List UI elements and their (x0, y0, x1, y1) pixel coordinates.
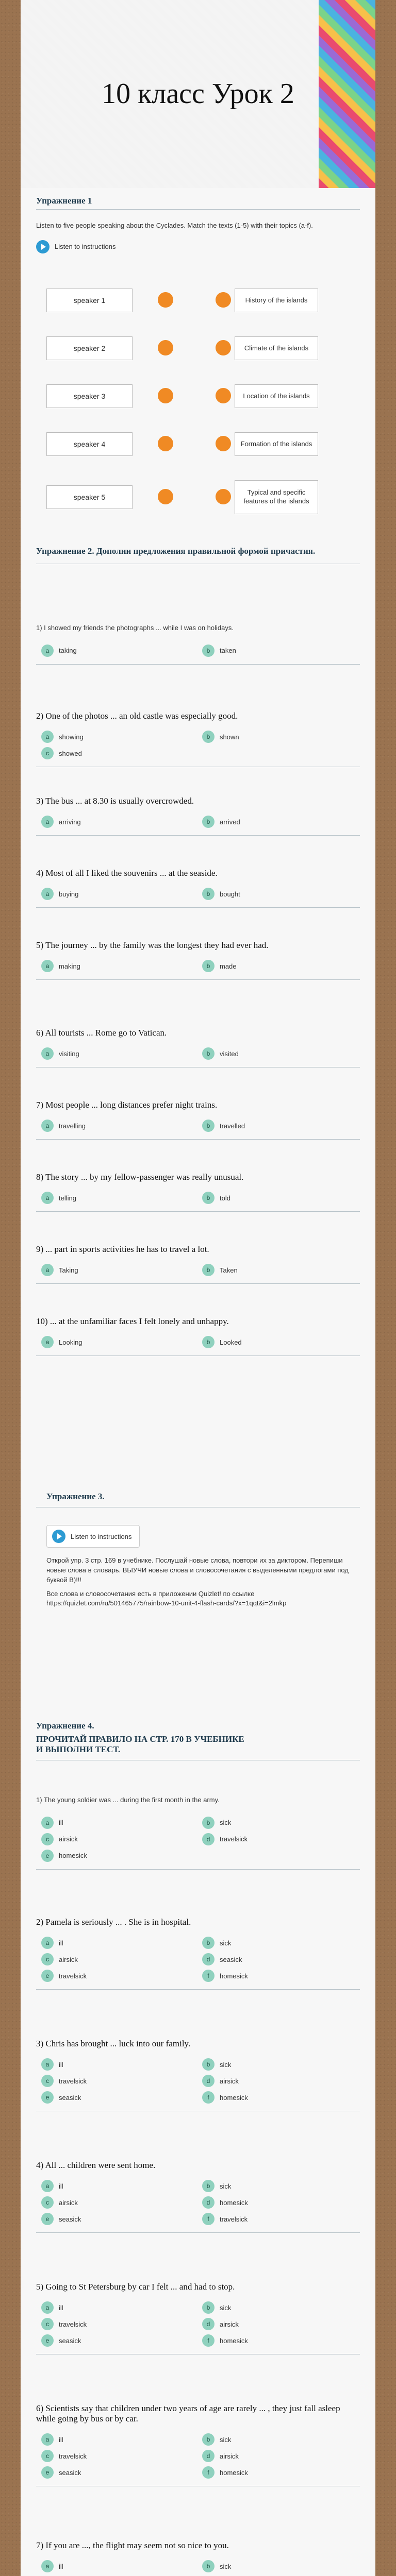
option-letter-badge: b (202, 960, 214, 972)
option-label: sick (220, 1819, 232, 1827)
option-label: travelsick (220, 2215, 248, 2223)
option-label: homesick (220, 2198, 248, 2207)
option-letter-badge: b (202, 1937, 214, 1949)
option-label: travelled (220, 1122, 245, 1130)
topic-location[interactable]: Location of the islands (235, 384, 318, 408)
question-text: 1) The young soldier was ... during the first month in the army. (36, 1796, 220, 1804)
answer-option[interactable] (41, 1336, 202, 1348)
option-label: Taken (220, 1266, 238, 1274)
question-text: 6) Scientists say that children under two years of age are rarely ... , they just fall asleep while going by bus or by car. (36, 2403, 340, 2424)
ex1-instruction: Listen to five people speaking about the Cyclades. Match the texts (1-5) with their topics (a-f). (36, 222, 313, 229)
answer-option[interactable] (41, 2180, 202, 2192)
option-letter-badge: c (41, 2318, 54, 2330)
answer-option[interactable] (41, 2334, 202, 2347)
listen-label: Listen to instructions (55, 243, 116, 251)
answer-option[interactable] (202, 2180, 363, 2192)
speaker-5[interactable]: speaker 5 (46, 485, 133, 509)
option-label: Looking (59, 1338, 82, 1346)
ex4-question-2 (36, 1917, 360, 1990)
speaker-3[interactable]: speaker 3 (46, 384, 133, 408)
answer-option[interactable] (202, 2450, 363, 2462)
decorative-chevron-right (319, 0, 375, 188)
answer-option[interactable] (41, 1817, 202, 1829)
ex3-text-2: Все слова и словосочетания есть в приложении Quizlet! по ссылке https://quizlet.com/ru/501465775/rainbow-10-unit-4-flash-cards/?x=1qqt&i=2lmkp (46, 1589, 287, 1607)
answer-option[interactable] (202, 2560, 363, 2572)
ex1-listen[interactable] (36, 240, 360, 253)
answer-option[interactable] (41, 1953, 202, 1965)
match-dot[interactable] (216, 489, 231, 504)
answer-option[interactable] (41, 1970, 202, 1982)
match-dot[interactable] (216, 436, 231, 451)
ex3-heading: Упражнение 3. (46, 1492, 105, 1501)
matching-area (36, 289, 360, 531)
option-label: ill (59, 2182, 63, 2190)
option-label: seasick (59, 2093, 81, 2102)
question-text: 4) Most of all I liked the souvenirs ... at the seaside. (36, 868, 218, 878)
answer-option[interactable] (41, 2091, 202, 2104)
option-label: sick (220, 2060, 232, 2069)
option-letter-badge: d (202, 1953, 214, 1965)
ex4-subheading: ПРОЧИТАЙ ПРАВИЛО НА СТР. 170 В УЧЕБНИКЕ И ВЫПОЛНИ ТЕСТ. (36, 1734, 244, 1754)
question-text: 8) The story ... by my fellow-passenger was really unusual. (36, 1172, 244, 1182)
option-letter-badge: a (41, 645, 54, 657)
answer-option[interactable] (202, 1120, 363, 1132)
ex4-question-6 (36, 2403, 360, 2486)
ex2-question-4 (36, 868, 360, 908)
option-letter-badge: c (41, 1833, 54, 1845)
option-label: sick (220, 1939, 232, 1947)
answer-option[interactable] (41, 1850, 202, 1862)
option-letter-badge: b (202, 888, 214, 900)
ex2-question-7 (36, 1100, 360, 1140)
answer-option[interactable] (202, 1192, 363, 1204)
answer-option[interactable] (41, 2196, 202, 2209)
option-letter-badge: b (202, 1120, 214, 1132)
option-letter-badge: a (41, 960, 54, 972)
answer-option[interactable] (202, 731, 363, 743)
option-letter-badge: a (41, 2433, 54, 2446)
option-letter-badge: b (202, 1336, 214, 1348)
option-letter-badge: c (41, 2196, 54, 2209)
option-letter-badge: d (202, 2075, 214, 2087)
question-text: 6) All tourists ... Rome go to Vatican. (36, 1028, 167, 1038)
answer-option[interactable] (202, 1264, 363, 1276)
option-letter-badge: a (41, 2560, 54, 2572)
answer-option[interactable] (202, 1047, 363, 1060)
option-label: airsick (59, 2198, 78, 2207)
option-letter-badge: a (41, 816, 54, 828)
option-label: taken (220, 647, 236, 655)
option-letter-badge: d (202, 2196, 214, 2209)
option-label: telling (59, 1194, 76, 1202)
option-letter-badge: c (41, 2450, 54, 2462)
option-label: travelsick (59, 2077, 87, 2085)
option-label: showed (59, 749, 82, 757)
match-dot[interactable] (158, 388, 173, 403)
exercise-3 (36, 1492, 360, 1608)
match-dot[interactable] (158, 436, 173, 451)
option-label: seasick (59, 2215, 81, 2223)
option-label: travelling (59, 1122, 86, 1130)
answer-option[interactable] (202, 2433, 363, 2446)
ex4-question-5 (36, 2282, 360, 2354)
option-label: sick (220, 2182, 232, 2190)
answer-option[interactable] (41, 1192, 202, 1204)
option-label: ill (59, 2060, 63, 2069)
question-text: 2) Pamela is seriously ... . She is in hospital. (36, 1917, 191, 1927)
option-letter-badge: e (41, 1850, 54, 1862)
answer-option[interactable] (41, 2450, 202, 2462)
option-label: seasick (220, 1955, 242, 1963)
option-label: travelsick (59, 1972, 87, 1980)
question-text: 3) The bus ... at 8.30 is usually overcrowded. (36, 796, 194, 806)
option-label: told (220, 1194, 230, 1202)
option-letter-badge: c (41, 2075, 54, 2087)
option-label: made (220, 962, 237, 970)
option-letter-badge: a (41, 1264, 54, 1276)
ex4-question-4 (36, 2160, 360, 2233)
option-letter-badge: e (41, 2213, 54, 2225)
option-label: ill (59, 2435, 63, 2444)
question-text: 5) Going to St Petersburg by car I felt ... and had to stop. (36, 2282, 235, 2292)
play-icon[interactable] (52, 1530, 65, 1543)
answer-option[interactable] (202, 1817, 363, 1829)
answer-option[interactable] (41, 645, 202, 657)
answer-option[interactable] (41, 2301, 202, 2314)
exercise-2 (36, 546, 360, 564)
option-label: Taking (59, 1266, 78, 1274)
option-label: homesick (220, 2093, 248, 2102)
option-label: homesick (59, 1852, 87, 1860)
question-text: 9) ... part in sports activities he has to travel a lot. (36, 1244, 209, 1254)
answer-option[interactable] (41, 816, 202, 828)
option-letter-badge: a (41, 1120, 54, 1132)
option-label: sick (220, 2435, 232, 2444)
listen-label: Listen to instructions (71, 1532, 132, 1540)
option-label: bought (220, 890, 240, 898)
option-label: arrived (220, 818, 240, 826)
page-title: 10 класс Урок 2 (102, 78, 294, 110)
option-letter-badge: b (202, 731, 214, 743)
option-letter-badge: b (202, 2301, 214, 2314)
option-letter-badge: e (41, 2466, 54, 2479)
option-letter-badge: b (202, 645, 214, 657)
ex4-heading: Упражнение 4. (36, 1721, 94, 1731)
match-dot[interactable] (216, 340, 231, 355)
answer-option[interactable] (41, 2318, 202, 2330)
option-label: arriving (59, 818, 81, 826)
answer-option[interactable] (202, 888, 363, 900)
answer-option[interactable] (202, 2075, 363, 2087)
option-label: homesick (220, 1972, 248, 1980)
option-label: ill (59, 1939, 63, 1947)
answer-option[interactable] (202, 2318, 363, 2330)
option-letter-badge: a (41, 1192, 54, 1204)
option-letter-badge: b (202, 2433, 214, 2446)
answer-option[interactable] (41, 2560, 202, 2572)
exercise-1 (36, 196, 360, 253)
option-letter-badge: f (202, 1970, 214, 1982)
topic-climate[interactable]: Climate of the islands (235, 336, 318, 360)
ex3-listen[interactable] (46, 1525, 140, 1548)
option-letter-badge: b (202, 816, 214, 828)
answer-option[interactable] (202, 2196, 363, 2209)
answer-option[interactable] (41, 2058, 202, 2071)
speaker-1[interactable]: speaker 1 (46, 289, 133, 312)
match-dot[interactable] (216, 388, 231, 403)
question-text: 3) Chris has brought ... luck into our family. (36, 2039, 191, 2048)
option-letter-badge: e (41, 1970, 54, 1982)
option-letter-badge: b (202, 2560, 214, 2572)
option-label: buying (59, 890, 79, 898)
ex3-text-1: Открой упр. 3 стр. 169 в учебнике. Послушай новые слова, повтори их за диктором. Перепиши новые слова в словарь. ВЫУЧИ новые слова и словосочетания с выделенными предлогами под буквой B)!!! (46, 1556, 349, 1584)
answer-option[interactable] (41, 2213, 202, 2225)
option-letter-badge: b (202, 1192, 214, 1204)
match-dot[interactable] (158, 292, 173, 308)
option-letter-badge: d (202, 1833, 214, 1845)
question-text: 5) The journey ... by the family was the longest they had ever had. (36, 940, 269, 950)
ex2-question-10 (36, 1316, 360, 1356)
option-label: travelsick (59, 2320, 87, 2328)
answer-option[interactable] (202, 1937, 363, 1949)
option-letter-badge: a (41, 1937, 54, 1949)
ex2-question-1 (36, 623, 360, 665)
option-label: airsick (220, 2320, 239, 2328)
option-label: travelsick (220, 1835, 248, 1843)
option-letter-badge: a (41, 1817, 54, 1829)
answer-option[interactable] (41, 1937, 202, 1949)
answer-option[interactable] (41, 888, 202, 900)
match-dot[interactable] (216, 292, 231, 308)
ex2-question-3 (36, 796, 360, 836)
option-letter-badge: d (202, 2318, 214, 2330)
ex2-question-2 (36, 711, 360, 767)
option-label: sick (220, 2562, 232, 2570)
option-label: ill (59, 2562, 63, 2570)
ex2-question-5 (36, 940, 360, 980)
answer-option[interactable] (202, 2213, 363, 2225)
option-letter-badge: a (41, 2301, 54, 2314)
option-label: seasick (59, 2468, 81, 2477)
question-text: 1) I showed my friends the photographs ... while I was on holidays. (36, 624, 234, 632)
ex2-question-9 (36, 1244, 360, 1284)
option-label: ill (59, 2303, 63, 2312)
answer-option[interactable] (202, 1833, 363, 1845)
question-text: 2) One of the photos ... an old castle was especially good. (36, 711, 238, 721)
option-label: ill (59, 1819, 63, 1827)
answer-option[interactable] (41, 1047, 202, 1060)
option-label: sick (220, 2303, 232, 2312)
match-dot[interactable] (158, 340, 173, 355)
question-text: 7) If you are ..., the flight may seem not so nice to you. (36, 2540, 229, 2550)
option-letter-badge: e (41, 2091, 54, 2104)
topic-features[interactable]: Typical and specific features of the islands (235, 480, 318, 514)
answer-option[interactable] (41, 1120, 202, 1132)
option-letter-badge: a (41, 1047, 54, 1060)
option-label: visiting (59, 1049, 79, 1058)
option-label: travelsick (59, 2452, 87, 2460)
ex4-question-3 (36, 2039, 360, 2111)
option-label: making (59, 962, 80, 970)
answer-option[interactable] (41, 731, 202, 743)
answer-option[interactable] (202, 2058, 363, 2071)
answer-option[interactable] (41, 1833, 202, 1845)
option-label: seasick (59, 2336, 81, 2345)
answer-option[interactable] (41, 2466, 202, 2479)
option-letter-badge: a (41, 888, 54, 900)
option-letter-badge: a (41, 1336, 54, 1348)
option-letter-badge: f (202, 2466, 214, 2479)
ex2-heading: Упражнение 2. Дополни предложения правильной формой причастия. (36, 546, 316, 556)
option-label: airsick (220, 2077, 239, 2085)
answer-option[interactable] (202, 2301, 363, 2314)
answer-option[interactable] (202, 1970, 363, 1982)
option-label: airsick (59, 1955, 78, 1963)
option-letter-badge: f (202, 2091, 214, 2104)
option-label: homesick (220, 2336, 248, 2345)
option-letter-badge: b (202, 2180, 214, 2192)
option-label: shown (220, 733, 239, 741)
answer-option[interactable] (41, 747, 202, 759)
option-label: airsick (220, 2452, 239, 2460)
option-letter-badge: a (41, 2058, 54, 2071)
answer-option[interactable] (202, 1336, 363, 1348)
ex2-question-6 (36, 1028, 360, 1067)
option-letter-badge: d (202, 2450, 214, 2462)
option-label: showing (59, 733, 84, 741)
option-label: homesick (220, 2468, 248, 2477)
topic-formation[interactable]: Formation of the islands (235, 432, 318, 456)
ex1-heading: Упражнение 1 (36, 196, 92, 206)
option-letter-badge: b (202, 1047, 214, 1060)
answer-option[interactable] (202, 2466, 363, 2479)
option-label: airsick (59, 1835, 78, 1843)
option-letter-badge: b (202, 1817, 214, 1829)
option-label: Looked (220, 1338, 242, 1346)
answer-option[interactable] (41, 2433, 202, 2446)
option-letter-badge: c (41, 747, 54, 759)
option-letter-badge: f (202, 2213, 214, 2225)
speaker-2[interactable]: speaker 2 (46, 336, 133, 360)
answer-option[interactable] (202, 2091, 363, 2104)
option-letter-badge: f (202, 2334, 214, 2347)
option-letter-badge: a (41, 2180, 54, 2192)
ex4-question-7 (36, 2540, 360, 2576)
ex2-question-8 (36, 1172, 360, 1212)
answer-option[interactable] (202, 816, 363, 828)
question-text: 10) ... at the unfamiliar faces I felt lonely and unhappy. (36, 1316, 229, 1326)
match-dot[interactable] (158, 489, 173, 504)
question-text: 7) Most people ... long distances prefer night trains. (36, 1100, 218, 1110)
answer-option[interactable] (202, 645, 363, 657)
ex4-question-1 (36, 1795, 360, 1870)
option-letter-badge: c (41, 1953, 54, 1965)
topic-history[interactable]: History of the islands (235, 289, 318, 312)
answer-option[interactable] (202, 2334, 363, 2347)
speaker-4[interactable]: speaker 4 (46, 432, 133, 456)
question-text: 4) All ... children were sent home. (36, 2160, 156, 2170)
option-letter-badge: b (202, 2058, 214, 2071)
answer-option[interactable] (202, 1953, 363, 1965)
answer-option[interactable] (41, 1264, 202, 1276)
option-letter-badge: e (41, 2334, 54, 2347)
answer-option[interactable] (41, 960, 202, 972)
option-label: visited (220, 1049, 239, 1058)
exercise-4 (36, 1721, 360, 1760)
answer-option[interactable] (202, 960, 363, 972)
option-label: taking (59, 647, 77, 655)
play-icon[interactable] (36, 240, 50, 253)
answer-option[interactable] (41, 2075, 202, 2087)
option-letter-badge: a (41, 731, 54, 743)
option-letter-badge: b (202, 1264, 214, 1276)
